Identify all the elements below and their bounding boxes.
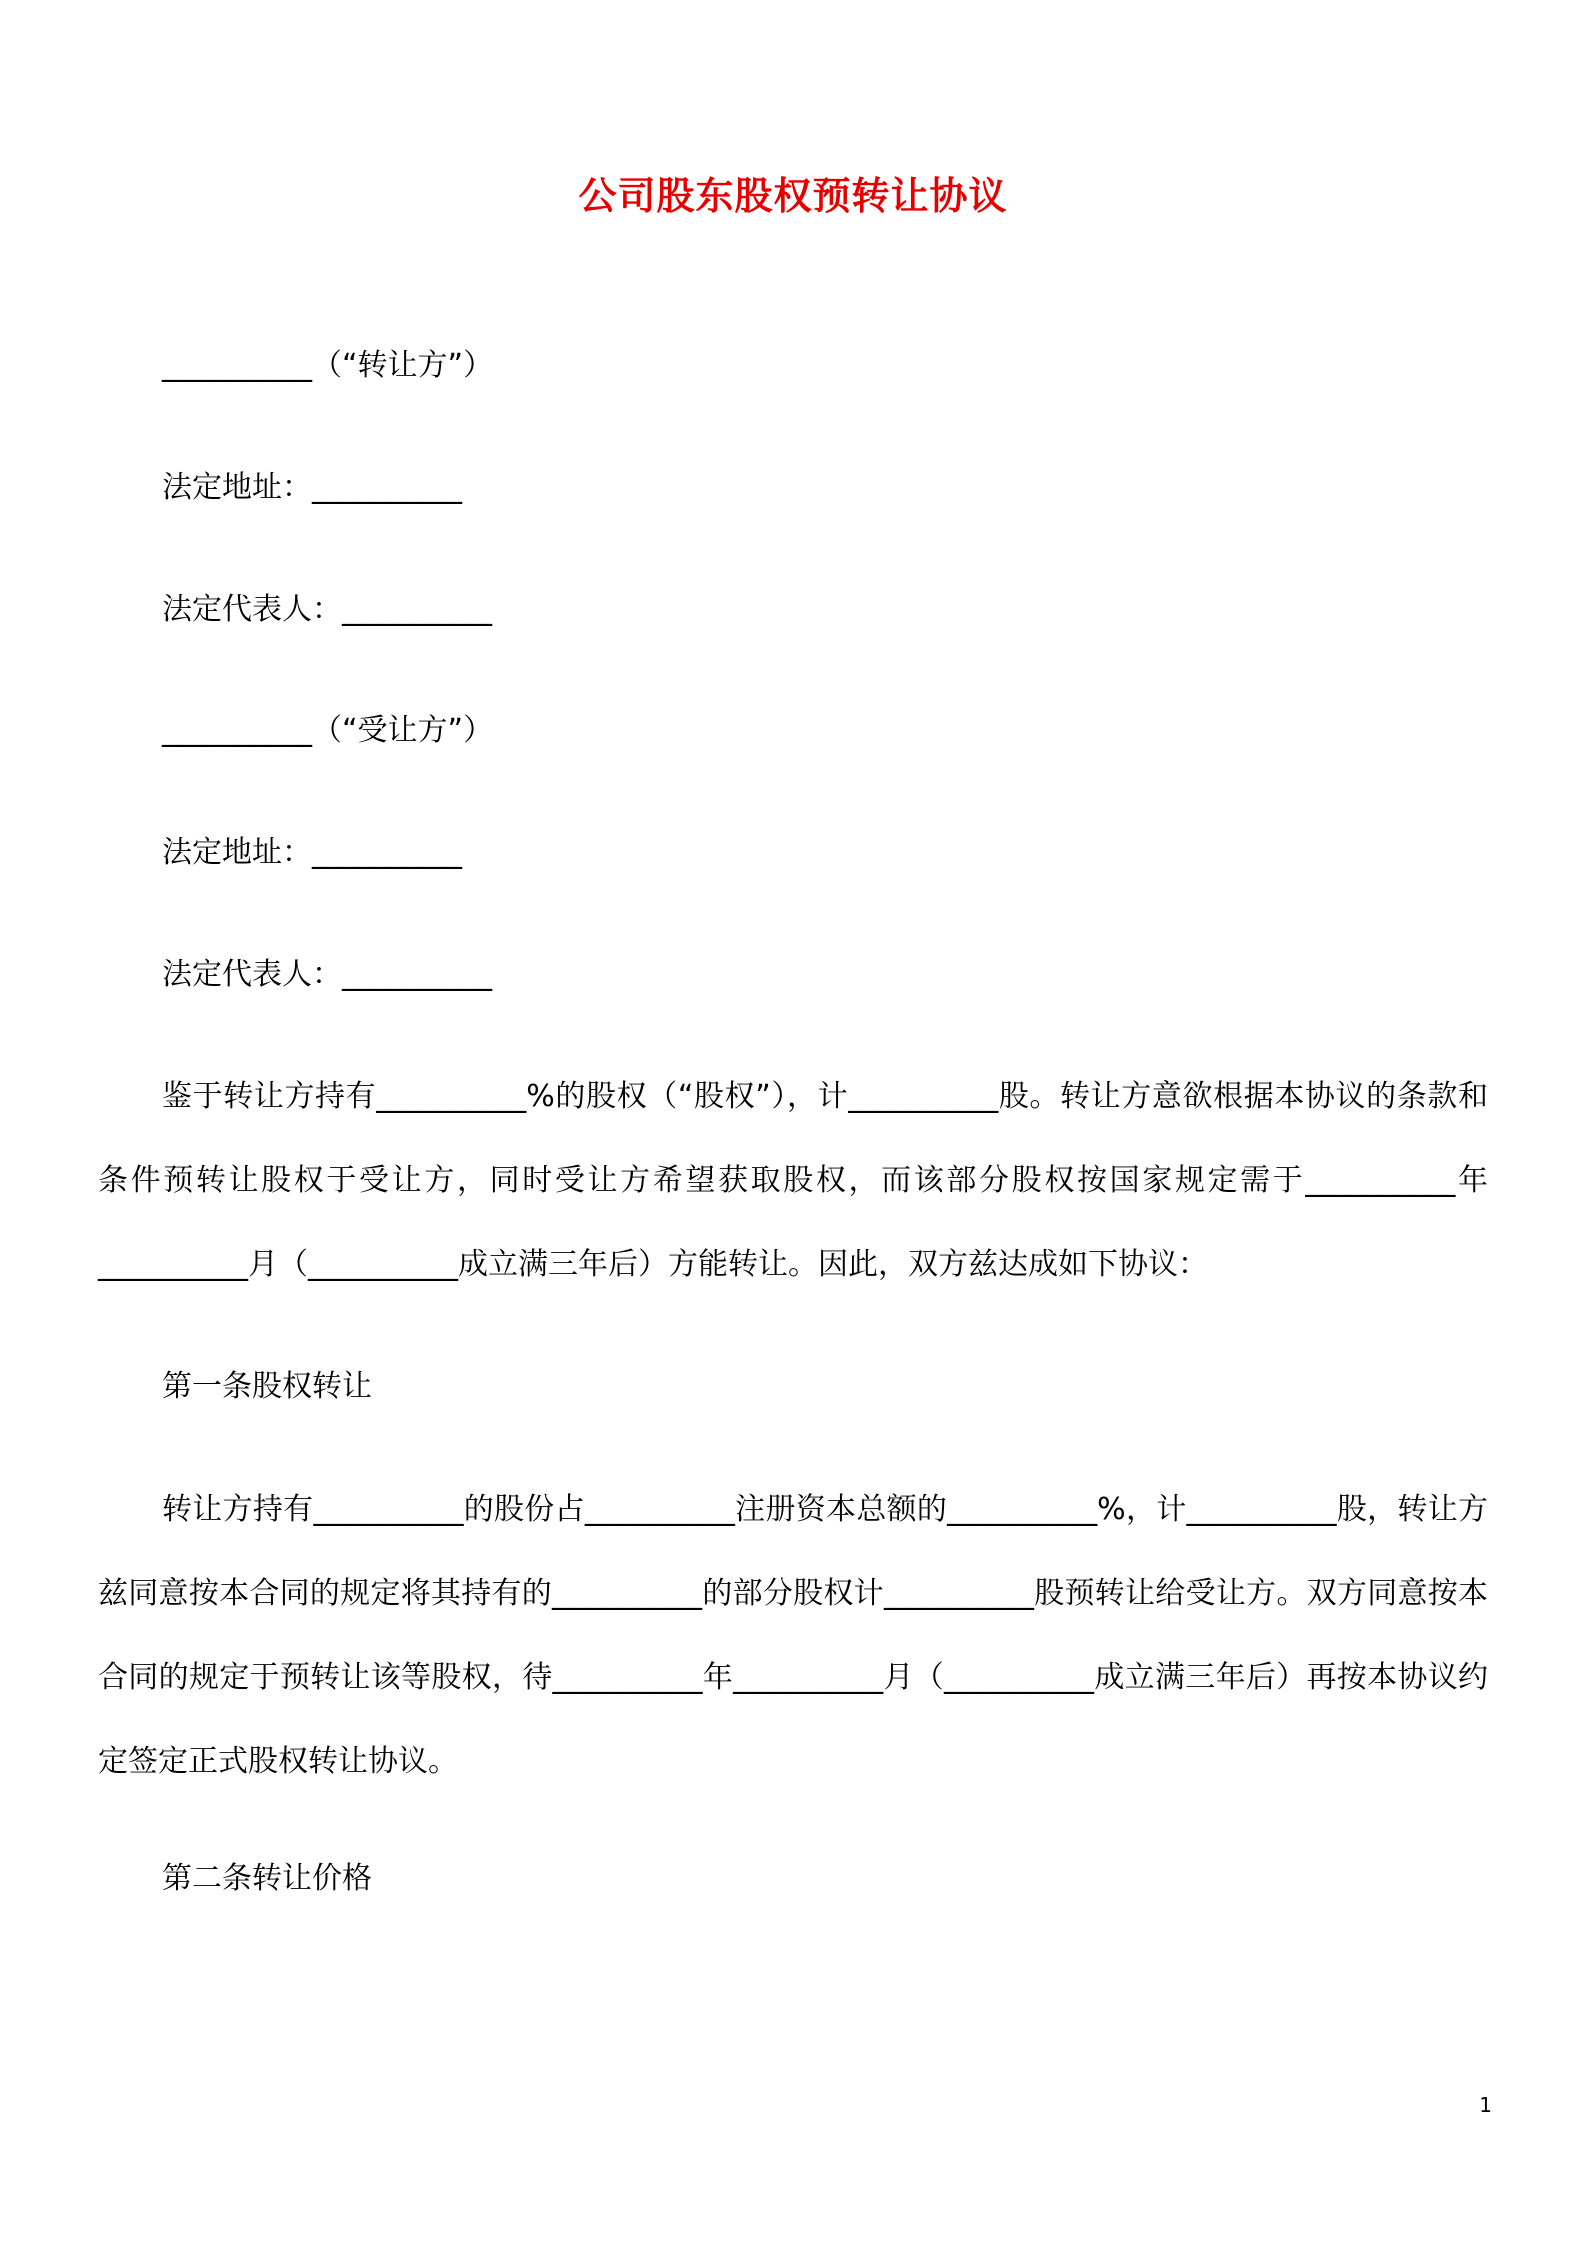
page-number: 1 [1479,2093,1492,2117]
article-1-heading: 第一条股权转让 [162,1369,372,1404]
transferee-representative: 法定代表人：__________ [162,957,492,992]
transferee-address: 法定地址：__________ [162,835,462,870]
transferor-representative: 法定代表人：__________ [162,592,492,627]
recital-paragraph: 鉴于转让方持有__________%的股权（“股权”），计__________股。转让方意欲根据本协议的条款和条件预转让股权于受让方，同时受让方希望获取股权，而该部分股权按国家规定需于__________年__________月（__________成立满三年后）方能转让。因此，双方兹达成如下协议： [98,1079,1488,1282]
transferor-address: 法定地址：__________ [162,470,462,505]
transferee-line: __________（“受让方”） [162,713,494,748]
document-title: 公司股东股权预转让协议 [578,174,1008,218]
transferor-line: __________（“转让方”） [162,348,494,383]
article-1-body: 转让方持有__________的股份占__________注册资本总额的__________%，计__________股，转让方兹同意按本合同的规定将其持有的__________的部分股权计__________股预转让给受让方。双方同意按本合同的规定于预转让该等股权，待__________年__________月（__________成立满三年后）再按本协议约定签定正式股权转让协议。 [98,1492,1488,1779]
article-2-heading: 第二条转让价格 [162,1861,372,1896]
